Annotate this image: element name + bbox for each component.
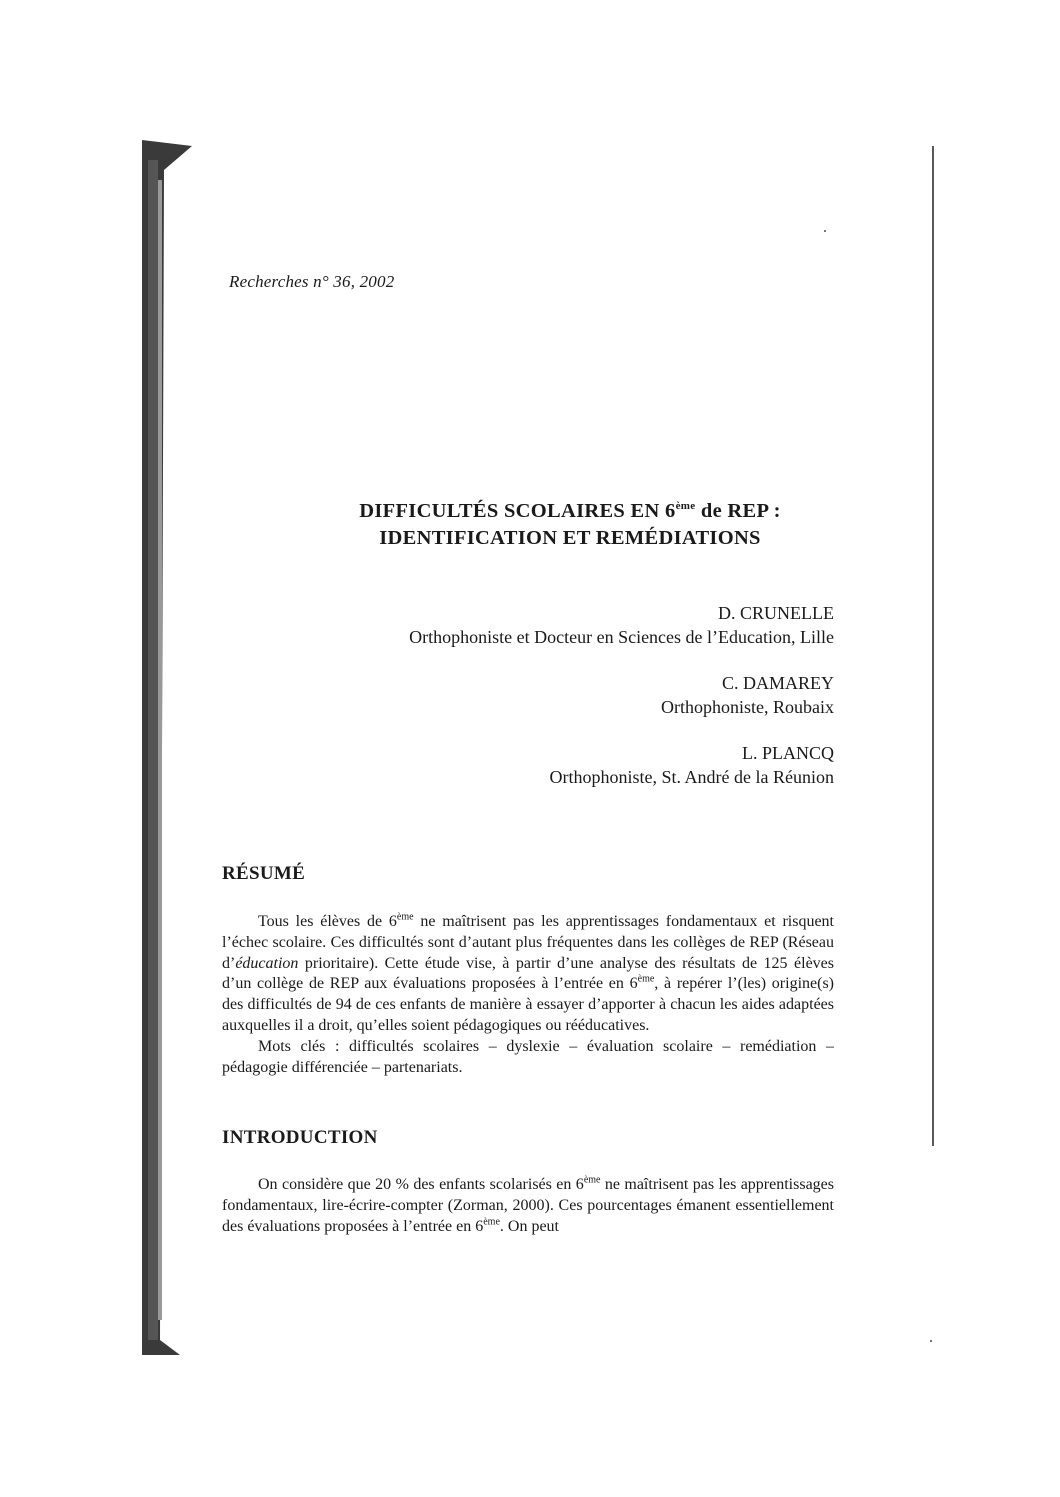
introduction-body: [222, 1175, 834, 1237]
author-entry: [300, 671, 834, 719]
resume-body: [222, 912, 834, 1078]
title-line-2: IDENTIFICATION ET REMÉDIATIONS: [379, 526, 761, 549]
scan-speck: [824, 230, 826, 232]
binding-edge-shadow: [142, 140, 192, 1355]
journal-reference: Recherches n° 36, 2002: [229, 272, 395, 291]
article-title: [200, 493, 940, 552]
resume-heading: RÉSUMÉ: [222, 863, 306, 884]
author-affiliation: Orthophoniste, St. André de la Réunion: [549, 767, 834, 787]
author-name: L. PLANCQ: [741, 743, 834, 763]
author-name: D. CRUNELLE: [718, 603, 834, 623]
introduction-heading: INTRODUCTION: [222, 1127, 378, 1148]
author-entry: [300, 601, 834, 649]
author-entry: [300, 741, 834, 789]
keywords: Mots clés : difficultés scolaires – dyslexie – évaluation scolaire – remédiation – pédagogie différenciée – partenariats.: [222, 1037, 834, 1076]
resume-paragraph: Tous les élèves de 6ème ne maîtrisent pas les apprentissages fondamentaux et risquent l’échec scolaire. Ces difficultés sont d’autant plus fréquentes dans les collèges de REP (Réseau d’éducation prioritaire). Cette étude vise, à partir d’une analyse des résultats de 125 élèves d’un collège de REP aux évaluations proposées à l’entrée en 6ème, à repérer l’(les) origine(s) des difficultés de 94 de ces enfants de manière à essayer d’apporter à chacun les aides adaptées auxquelles il a droit, qu’elles soient pédagogiques ou rééducatives.: [222, 911, 835, 1034]
title-line-1: DIFFICULTÉS SCOLAIRES EN 6ème de REP :: [359, 499, 781, 522]
scan-right-margin-line: [932, 146, 934, 1146]
author-name: C. DAMAREY: [721, 673, 834, 693]
author-affiliation: Orthophoniste, Roubaix: [661, 697, 834, 717]
introduction-paragraph: On considère que 20 % des enfants scolarisés en 6ème ne maîtrisent pas les apprentissages fondamentaux, lire-écrire-compter (Zorman, 2000). Ces pourcentages émanent essentiellement des évaluations proposées à l’entrée en 6ème. On peut: [222, 1174, 835, 1235]
authors-block: [300, 601, 834, 811]
author-affiliation: Orthophoniste et Docteur en Sciences de l’Education, Lille: [409, 627, 834, 647]
scan-speck: [930, 1340, 932, 1342]
